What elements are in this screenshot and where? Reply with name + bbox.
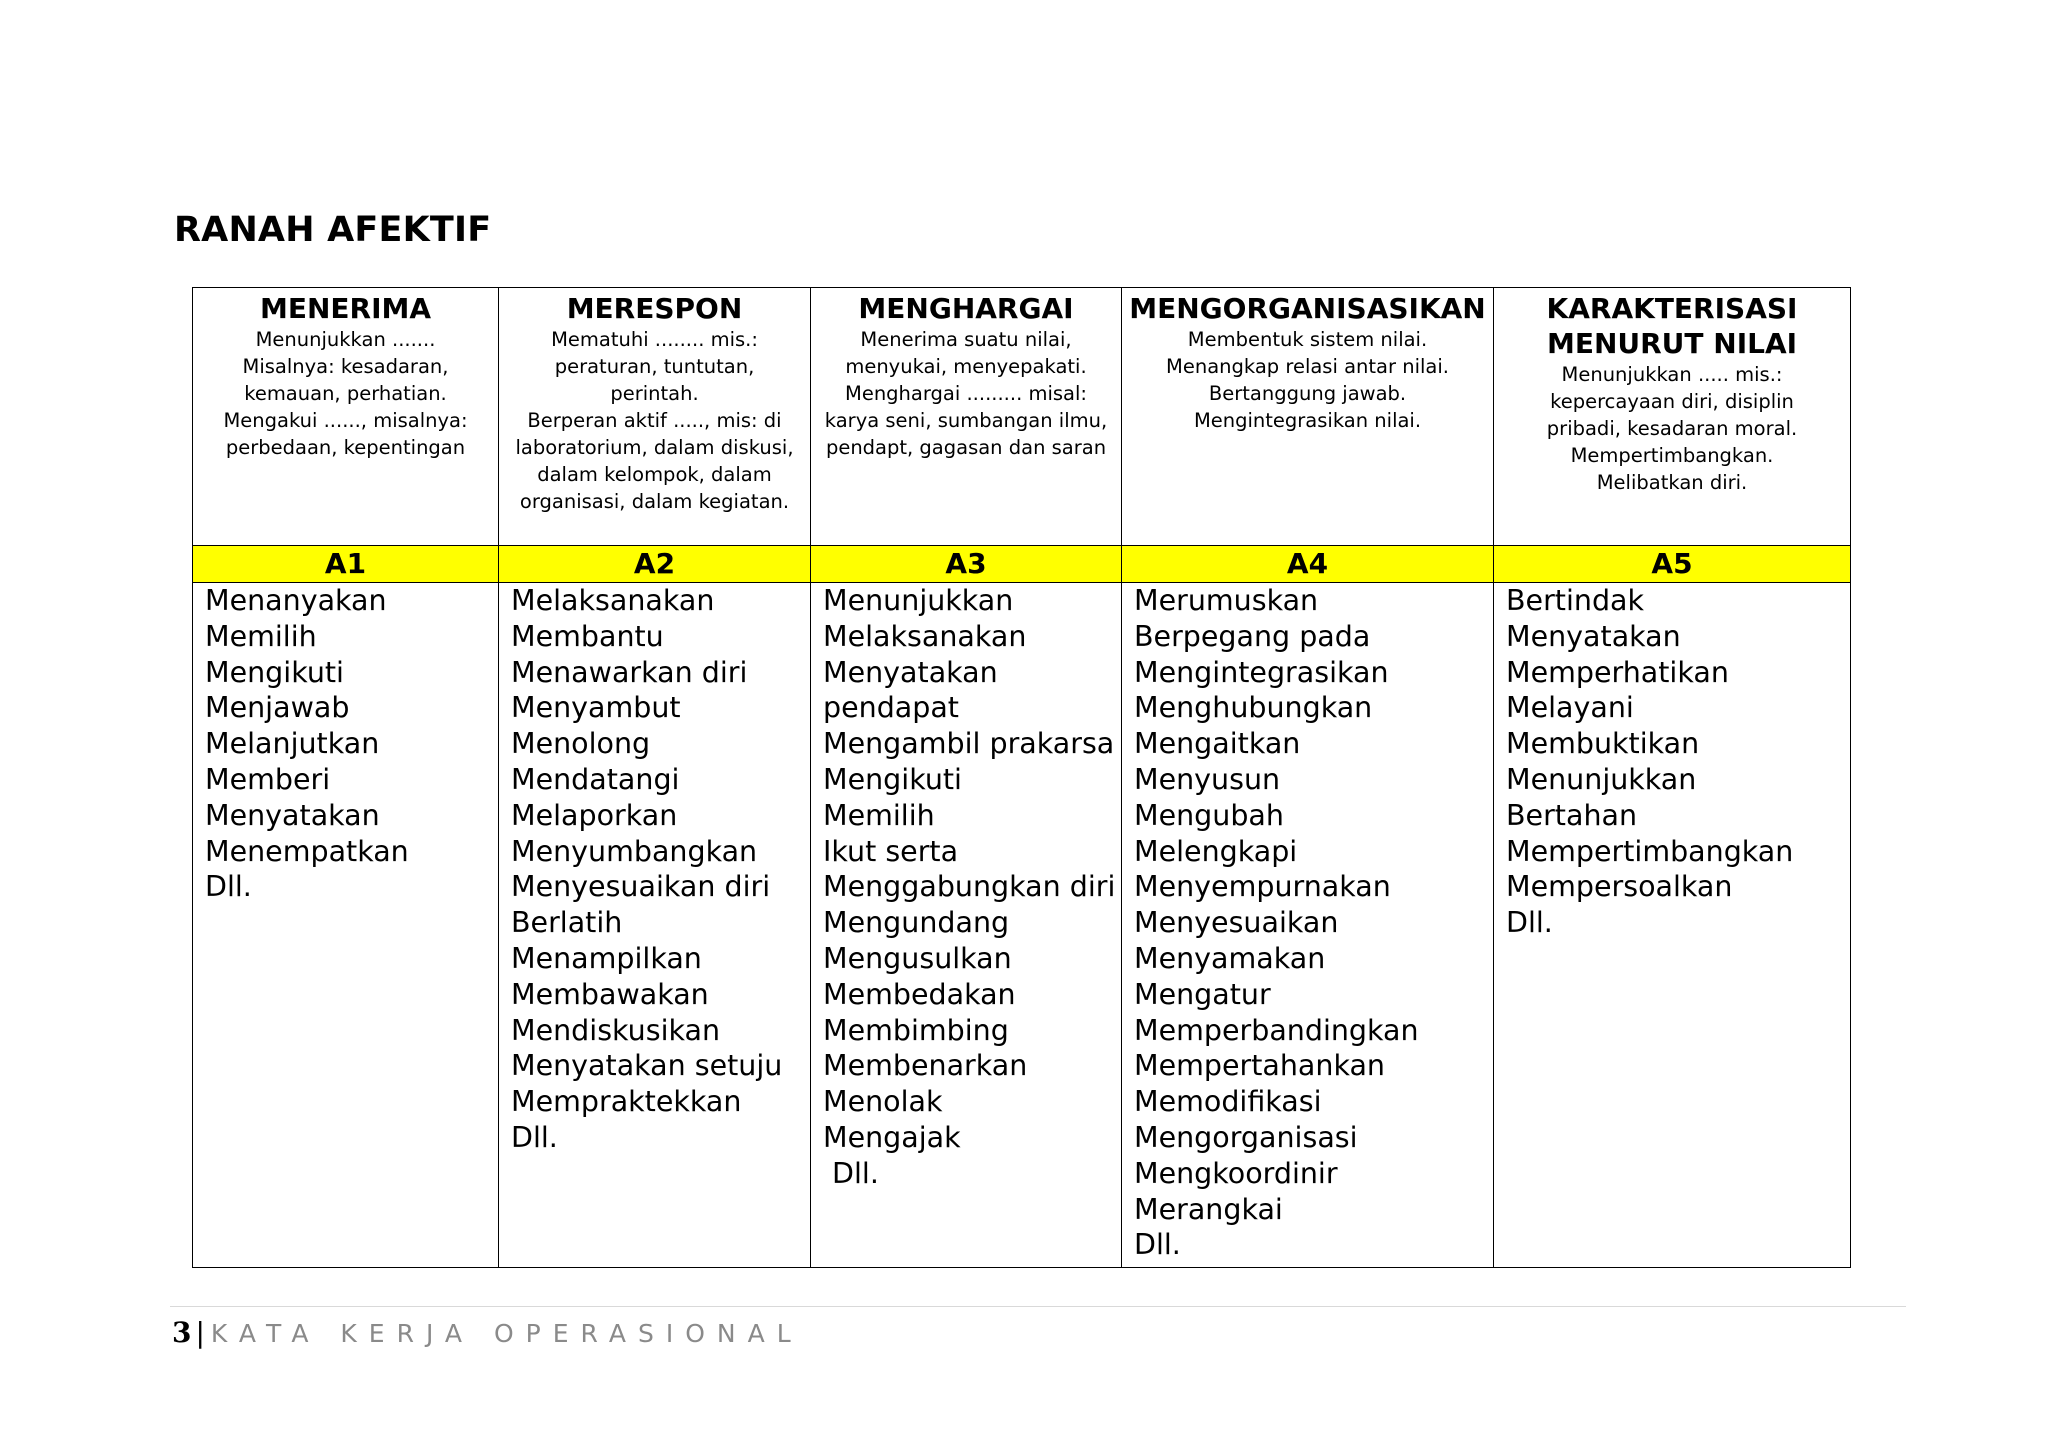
verb-item: Melayani <box>1506 691 1634 725</box>
verb-item: Dll. <box>205 870 252 904</box>
verb-item: Dll. <box>1506 906 1553 940</box>
verb-item: Menyusun <box>1134 762 1281 796</box>
verb-item: Membimbing <box>823 1013 1009 1047</box>
verb-item: Menolak <box>823 1085 943 1119</box>
verb-item: Dll. <box>511 1120 558 1154</box>
level-code: A1 <box>324 547 367 580</box>
page-footer <box>172 1316 803 1351</box>
verb-list <box>811 583 1121 1192</box>
level-code: A3 <box>945 547 987 580</box>
header-cell-menghargai <box>811 288 1122 546</box>
verb-item: Mengkoordinir <box>1134 1156 1338 1190</box>
verb-item: Mempertimbangkan <box>1506 834 1794 868</box>
verb-item: Menolong <box>511 727 651 761</box>
verb-item: Menempatkan <box>205 834 409 868</box>
level-code: A4 <box>1286 547 1329 580</box>
verb-item: Menyempurnakan <box>1134 870 1391 904</box>
verb-item: Menyumbangkan <box>511 834 758 868</box>
verb-item: Menampilkan <box>511 941 702 975</box>
header-cell-mengorganisasikan <box>1122 288 1494 546</box>
verb-item: Merangkai <box>1134 1192 1283 1226</box>
document-name: KATA KERJA OPERASIONAL <box>210 1319 803 1348</box>
column-title: MENGHARGAI <box>858 292 1074 325</box>
code-cell-a1 <box>193 546 499 583</box>
code-cell-a4 <box>1122 546 1494 583</box>
verb-item: Menyesuaikan diri <box>511 870 771 904</box>
verb-item: Menunjukkan <box>823 584 1014 617</box>
code-cell-a3 <box>811 546 1122 583</box>
verb-item: Merumuskan <box>1134 584 1319 617</box>
column-description: Mematuhi ........ mis.: peraturan, tuntutan, perintah. Berperan aktif ....., mis: di laboratorium, dalam diskusi, dalam kelompok, dalam organisasi, dalam kegiatan. <box>515 328 794 513</box>
footer-divider <box>170 1306 1906 1307</box>
verb-item: Mengorganisasi <box>1134 1120 1358 1154</box>
verb-item: Menawarkan diri <box>511 655 748 689</box>
verb-item: Mengaitkan <box>1134 727 1301 761</box>
header-cell-merespon <box>499 288 811 546</box>
verb-item: Memberi <box>205 762 331 796</box>
verb-item: Memilih <box>823 798 935 832</box>
verb-item: Menyatakan setuju <box>511 1049 783 1083</box>
verb-item: Dll. <box>1134 1228 1181 1262</box>
verb-item: Dll. <box>823 1156 879 1190</box>
verb-item: Bertahan <box>1506 798 1638 832</box>
page-title: RANAH AFEKTIF <box>174 210 492 250</box>
level-code: A5 <box>1651 547 1693 580</box>
verbs-cell-a1 <box>193 583 499 1268</box>
header-cell-karakterisasi <box>1494 288 1851 546</box>
verbs-cell-a4 <box>1122 583 1494 1268</box>
verb-item: Membawakan <box>511 977 709 1011</box>
code-row <box>193 546 1851 583</box>
verb-item: Menyambut <box>511 691 681 725</box>
verb-item: Menanyakan <box>205 584 387 617</box>
code-cell-a5 <box>1494 546 1851 583</box>
verb-item: Menjawab <box>205 691 350 725</box>
verb-item: Mengikuti <box>823 762 962 796</box>
verb-list <box>193 583 498 905</box>
verb-item: Mengambil prakarsa <box>823 727 1115 761</box>
column-description: Membentuk sistem nilai. Menangkap relasi antar nilai. Bertanggung jawab. Mengintegrasikan nilai. <box>1166 328 1449 432</box>
verbs-cell-a3 <box>811 583 1122 1268</box>
page-number: 3 <box>172 1316 192 1349</box>
verb-item: Menyatakan <box>205 798 380 832</box>
verb-item: Mempertahankan <box>1134 1049 1385 1083</box>
verb-item: Menyatakan <box>1506 619 1681 653</box>
verb-item: Memperbandingkan <box>1134 1013 1419 1047</box>
verbs-cell-a5 <box>1494 583 1851 1268</box>
verb-item: Menggabungkan diri <box>823 870 1116 904</box>
verbs-row <box>193 583 1851 1268</box>
verb-item: Ikut serta <box>823 834 959 868</box>
verb-item: Melaporkan <box>511 798 678 832</box>
verb-item: Memilih <box>205 619 317 653</box>
verb-item: Menunjukkan <box>1506 762 1697 796</box>
column-description: Menunjukkan ..... mis.: kepercayaan diri, disiplin pribadi, kesadaran moral. Mempertimbangkan. Melibatkan diri. <box>1546 363 1798 494</box>
verb-item: Mendiskusikan <box>511 1013 721 1047</box>
verb-item: Mengusulkan <box>823 941 1012 975</box>
verb-item: Menyatakan <box>823 655 998 689</box>
verb-item: Melengkapi <box>1134 834 1298 868</box>
verb-item: Melaksanakan <box>823 619 1027 653</box>
verb-item: Mengajak <box>823 1120 961 1154</box>
column-description: Menunjukkan ....... Misalnya: kesadaran, kemauan, perhatian. Mengakui ......, misalnya: perbedaan, kepentingan <box>223 328 468 459</box>
verb-item: Mengatur <box>1134 977 1271 1011</box>
verb-item: Berlatih <box>511 906 623 940</box>
verb-item: Menyamakan <box>1134 941 1326 975</box>
verb-item: Mengikuti <box>205 655 344 689</box>
verb-item: Melanjutkan <box>205 727 380 761</box>
header-cell-menerima <box>193 288 499 546</box>
verb-item: Memodifikasi <box>1134 1085 1322 1119</box>
level-code: A2 <box>633 547 676 580</box>
verb-item: Mengubah <box>1134 798 1284 832</box>
verb-item: Menghubungkan <box>1134 691 1373 725</box>
verb-item: Mendatangi <box>511 762 680 796</box>
verb-item: Membantu <box>511 619 664 653</box>
column-title: MERESPON <box>566 292 743 325</box>
verb-item: Menyesuaikan <box>1134 906 1339 940</box>
verb-item: Berpegang pada <box>1134 619 1371 653</box>
verb-item: Mempraktekkan <box>511 1085 742 1119</box>
verb-list <box>499 583 810 1156</box>
verb-item: pendapat <box>823 691 959 725</box>
verbs-cell-a2 <box>499 583 811 1268</box>
afektif-table <box>192 287 1851 1268</box>
verb-item: Membuktikan <box>1506 727 1700 761</box>
verb-item: Bertindak <box>1506 584 1645 617</box>
column-title: MENERIMA <box>259 292 432 325</box>
verb-list <box>1494 583 1850 941</box>
verb-item: Melaksanakan <box>511 584 715 617</box>
verb-item: Memperhatikan <box>1506 655 1729 689</box>
column-title: MENGORGANISASIKAN <box>1129 292 1486 325</box>
column-title: KARAKTERISASI MENURUT NILAI <box>1546 292 1798 360</box>
header-row <box>193 288 1851 546</box>
footer-separator: | <box>195 1316 205 1349</box>
verb-item: Mengintegrasikan <box>1134 655 1389 689</box>
verb-item: Mengundang <box>823 906 1010 940</box>
code-cell-a2 <box>499 546 811 583</box>
verb-item: Mempersoalkan <box>1506 870 1733 904</box>
verb-item: Membedakan <box>823 977 1016 1011</box>
verb-item: Membenarkan <box>823 1049 1028 1083</box>
verb-list <box>1122 583 1493 1263</box>
column-description: Menerima suatu nilai, menyukai, menyepakati. Menghargai ......... misal: karya seni, sumbangan ilmu, pendapt, gagasan dan saran <box>824 328 1108 459</box>
